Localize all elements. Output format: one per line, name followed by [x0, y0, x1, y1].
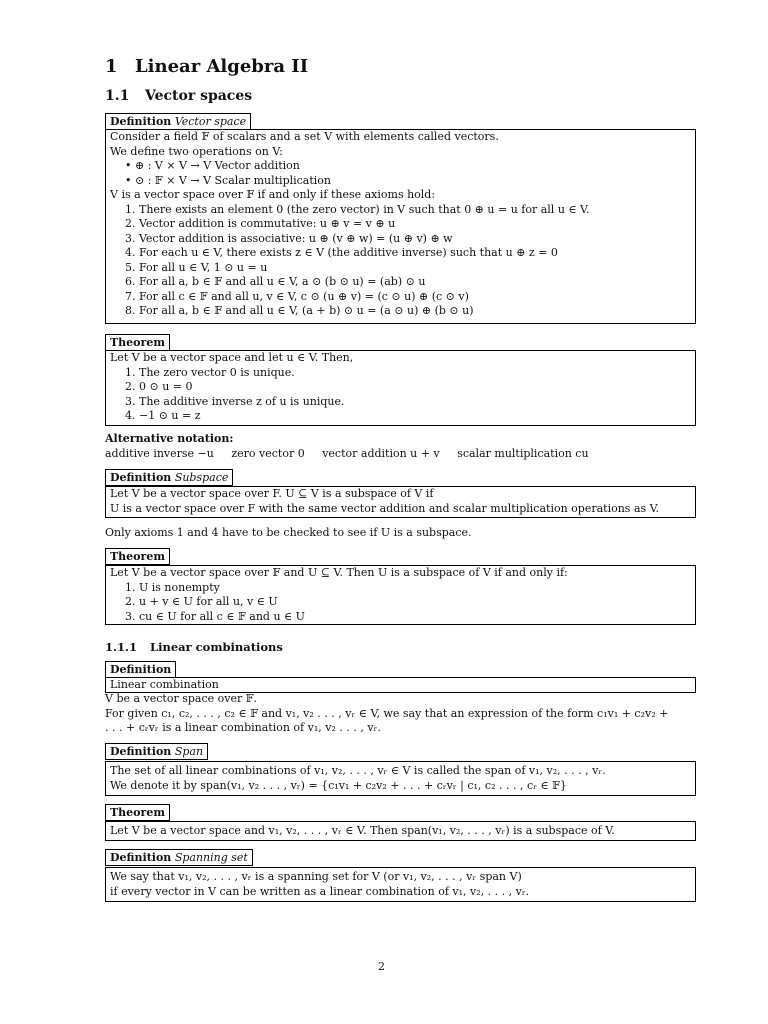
bullet-item: • ⊙ : 𝔽 × V → V Scalar multiplication — [125, 173, 332, 187]
definition-line: Linear combination — [110, 678, 219, 691]
theorem-item: 2. 0 ⊙ u = 0 — [125, 380, 193, 393]
theorem-label: Theorem — [110, 550, 165, 563]
definition-box-spanning-set — [105, 867, 696, 902]
axiom-item: 7. For all c ∈ 𝔽 and all u, v ∈ V, c ⊙ (u ⊕ v) = (c ⊙ u) ⊕ (c ⊙ v) — [125, 289, 469, 303]
section-heading — [105, 56, 308, 77]
alternative-notation-heading: Alternative notation: — [105, 432, 234, 445]
definition-label: Definition — [110, 471, 172, 484]
alternative-notation-items — [105, 447, 589, 462]
definition-box-vector-space — [105, 129, 696, 324]
theorem-label: Theorem — [110, 806, 165, 819]
notation-item: zero vector 0 — [231, 446, 305, 460]
definition-line: We denote it by span(v₁, v₂ . . . , vᵣ) = {c₁v₁ + c₂v₂ + . . . + cᵣvᵣ | c₁, c₂ . . . , cᵣ ∈ 𝔽} — [110, 778, 567, 792]
definition-name: Vector space — [174, 115, 247, 128]
definition-line: Consider a field 𝔽 of scalars and a set V with elements called vectors. — [110, 130, 499, 143]
theorem-tab — [105, 334, 170, 351]
definition-line: V is a vector space over 𝔽 if and only if these axioms hold: — [110, 188, 436, 201]
axiom-item: 6. For all a, b ∈ 𝔽 and all u ∈ V, a ⊙ (b ⊙ u) = (ab) ⊙ u — [125, 275, 426, 288]
definition-line: Let V be a vector space over F. U ⊆ V is a subspace of V if — [110, 487, 434, 500]
notation-item: vector addition u + v — [322, 446, 440, 460]
subsubsection-title: Linear combinations — [150, 640, 283, 654]
definition-label: Definition — [110, 745, 172, 758]
definition-name: Span — [174, 745, 204, 758]
body-line: V be a vector space over 𝔽. — [105, 692, 258, 705]
definition-label: Definition — [110, 851, 172, 864]
theorem-item: 1. The zero vector 0 is unique. — [125, 365, 295, 379]
theorem-box-span — [105, 821, 696, 841]
definition-box-span — [105, 761, 696, 796]
bullet-item: • ⊕ : V × V → V Vector addition — [125, 159, 300, 172]
axiom-item: 4. For each u ∈ V, there exists z ∈ V (the additive inverse) such that u ⊕ z = 0 — [125, 246, 558, 259]
page-number: 2 — [378, 960, 385, 973]
axiom-item: 5. For all u ∈ V, 1 ⊙ u = u — [125, 260, 268, 274]
definition-label: Definition — [110, 663, 172, 676]
linear-combination-body — [105, 692, 668, 736]
definition-tab-linear-combination — [105, 661, 176, 678]
definition-line: The set of all linear combinations of v₁, v₂, . . . , vᵣ ∈ V is called the span of v₁, v₂, . . . , vᵣ. — [110, 764, 606, 777]
definition-name: Subspace — [174, 471, 229, 484]
axiom-item: 3. Vector addition is associative: u ⊕ (v ⊕ w) = (u ⊕ v) ⊕ w — [125, 231, 453, 245]
subspace-note-text: Only axioms 1 and 4 have to be checked to see if U is a subspace. — [105, 526, 472, 539]
theorem-item: 2. u + v ∈ U for all u, v ∈ U — [125, 595, 278, 608]
theorem-tab — [105, 548, 170, 565]
definition-tab-subspace — [105, 469, 233, 486]
theorem-line: Let V be a vector space and let u ∈ V. Then, — [110, 351, 354, 364]
axiom-item: 8. For all a, b ∈ 𝔽 and all u ∈ V, (a + b) ⊙ u = (a ⊙ u) ⊕ (b ⊙ u) — [125, 304, 474, 317]
definition-box-subspace — [105, 486, 696, 518]
definition-tab-span — [105, 743, 208, 760]
section-number: 1 — [105, 56, 118, 77]
theorem-item: 1. U is nonempty — [125, 580, 220, 594]
body-line: For given c₁, c₂, . . . , c₂ ∈ 𝔽 and v₁, v₂ . . . , vᵣ ∈ V, we say that an expression of the form c₁v₁ + c₂v₂ + — [105, 706, 669, 720]
theorem-line: Let V be a vector space and v₁, v₂, . . . , vᵣ ∈ V. Then span(v₁, v₂, . . . , vᵣ) is a subspace of V. — [110, 824, 615, 837]
theorem-line: Let V be a vector space over 𝔽 and U ⊆ V. Then U is a subspace of V if and only if: — [110, 566, 568, 579]
theorem-box-subspace — [105, 565, 696, 625]
definition-line: We define two operations on V: — [110, 144, 283, 158]
subsection-number: 1.1 — [105, 88, 130, 104]
theorem-label: Theorem — [110, 336, 165, 349]
theorem-item: 3. cu ∈ U for all c ∈ 𝔽 and u ∈ U — [125, 609, 305, 623]
definition-tab-spanning-set — [105, 849, 253, 866]
definition-line: U is a vector space over F with the same vector addition and scalar multiplication operations as V. — [110, 501, 660, 515]
theorem-item: 4. −1 ⊙ u = z — [125, 409, 201, 422]
subsubsection-heading — [105, 640, 283, 654]
definition-name: Spanning set — [174, 851, 248, 864]
theorem-item: 3. The additive inverse z of u is unique. — [125, 394, 345, 408]
definition-box-linear-combination — [105, 677, 696, 693]
subspace-note — [105, 526, 472, 541]
notation-item: scalar multiplication cu — [457, 446, 589, 460]
theorem-box-zero-vector — [105, 350, 696, 426]
subsubsection-number: 1.1.1 — [105, 640, 138, 654]
section-title: Linear Algebra II — [135, 56, 309, 77]
subsection-heading — [105, 88, 252, 104]
definition-line: We say that v₁, v₂, . . . , vᵣ is a spanning set for V (or v₁, v₂, . . . , vᵣ span V) — [110, 870, 522, 883]
definition-label: Definition — [110, 115, 172, 128]
body-line: . . . + cᵣvᵣ is a linear combination of v₁, v₂ . . . , vᵣ. — [105, 721, 381, 734]
subsection-title: Vector spaces — [145, 88, 253, 104]
axiom-item: 1. There exists an element 0 (the zero vector) in V such that 0 ⊕ u = u for all u ∈ V. — [125, 202, 590, 216]
theorem-tab — [105, 804, 170, 821]
notation-item: additive inverse −u — [105, 446, 214, 460]
axiom-item: 2. Vector addition is commutative: u ⊕ v = v ⊕ u — [125, 217, 396, 230]
definition-tab-vector-space — [105, 113, 251, 130]
alternative-notation — [105, 432, 589, 461]
definition-line: if every vector in V can be written as a linear combination of v₁, v₂, . . . , vᵣ. — [110, 884, 530, 898]
